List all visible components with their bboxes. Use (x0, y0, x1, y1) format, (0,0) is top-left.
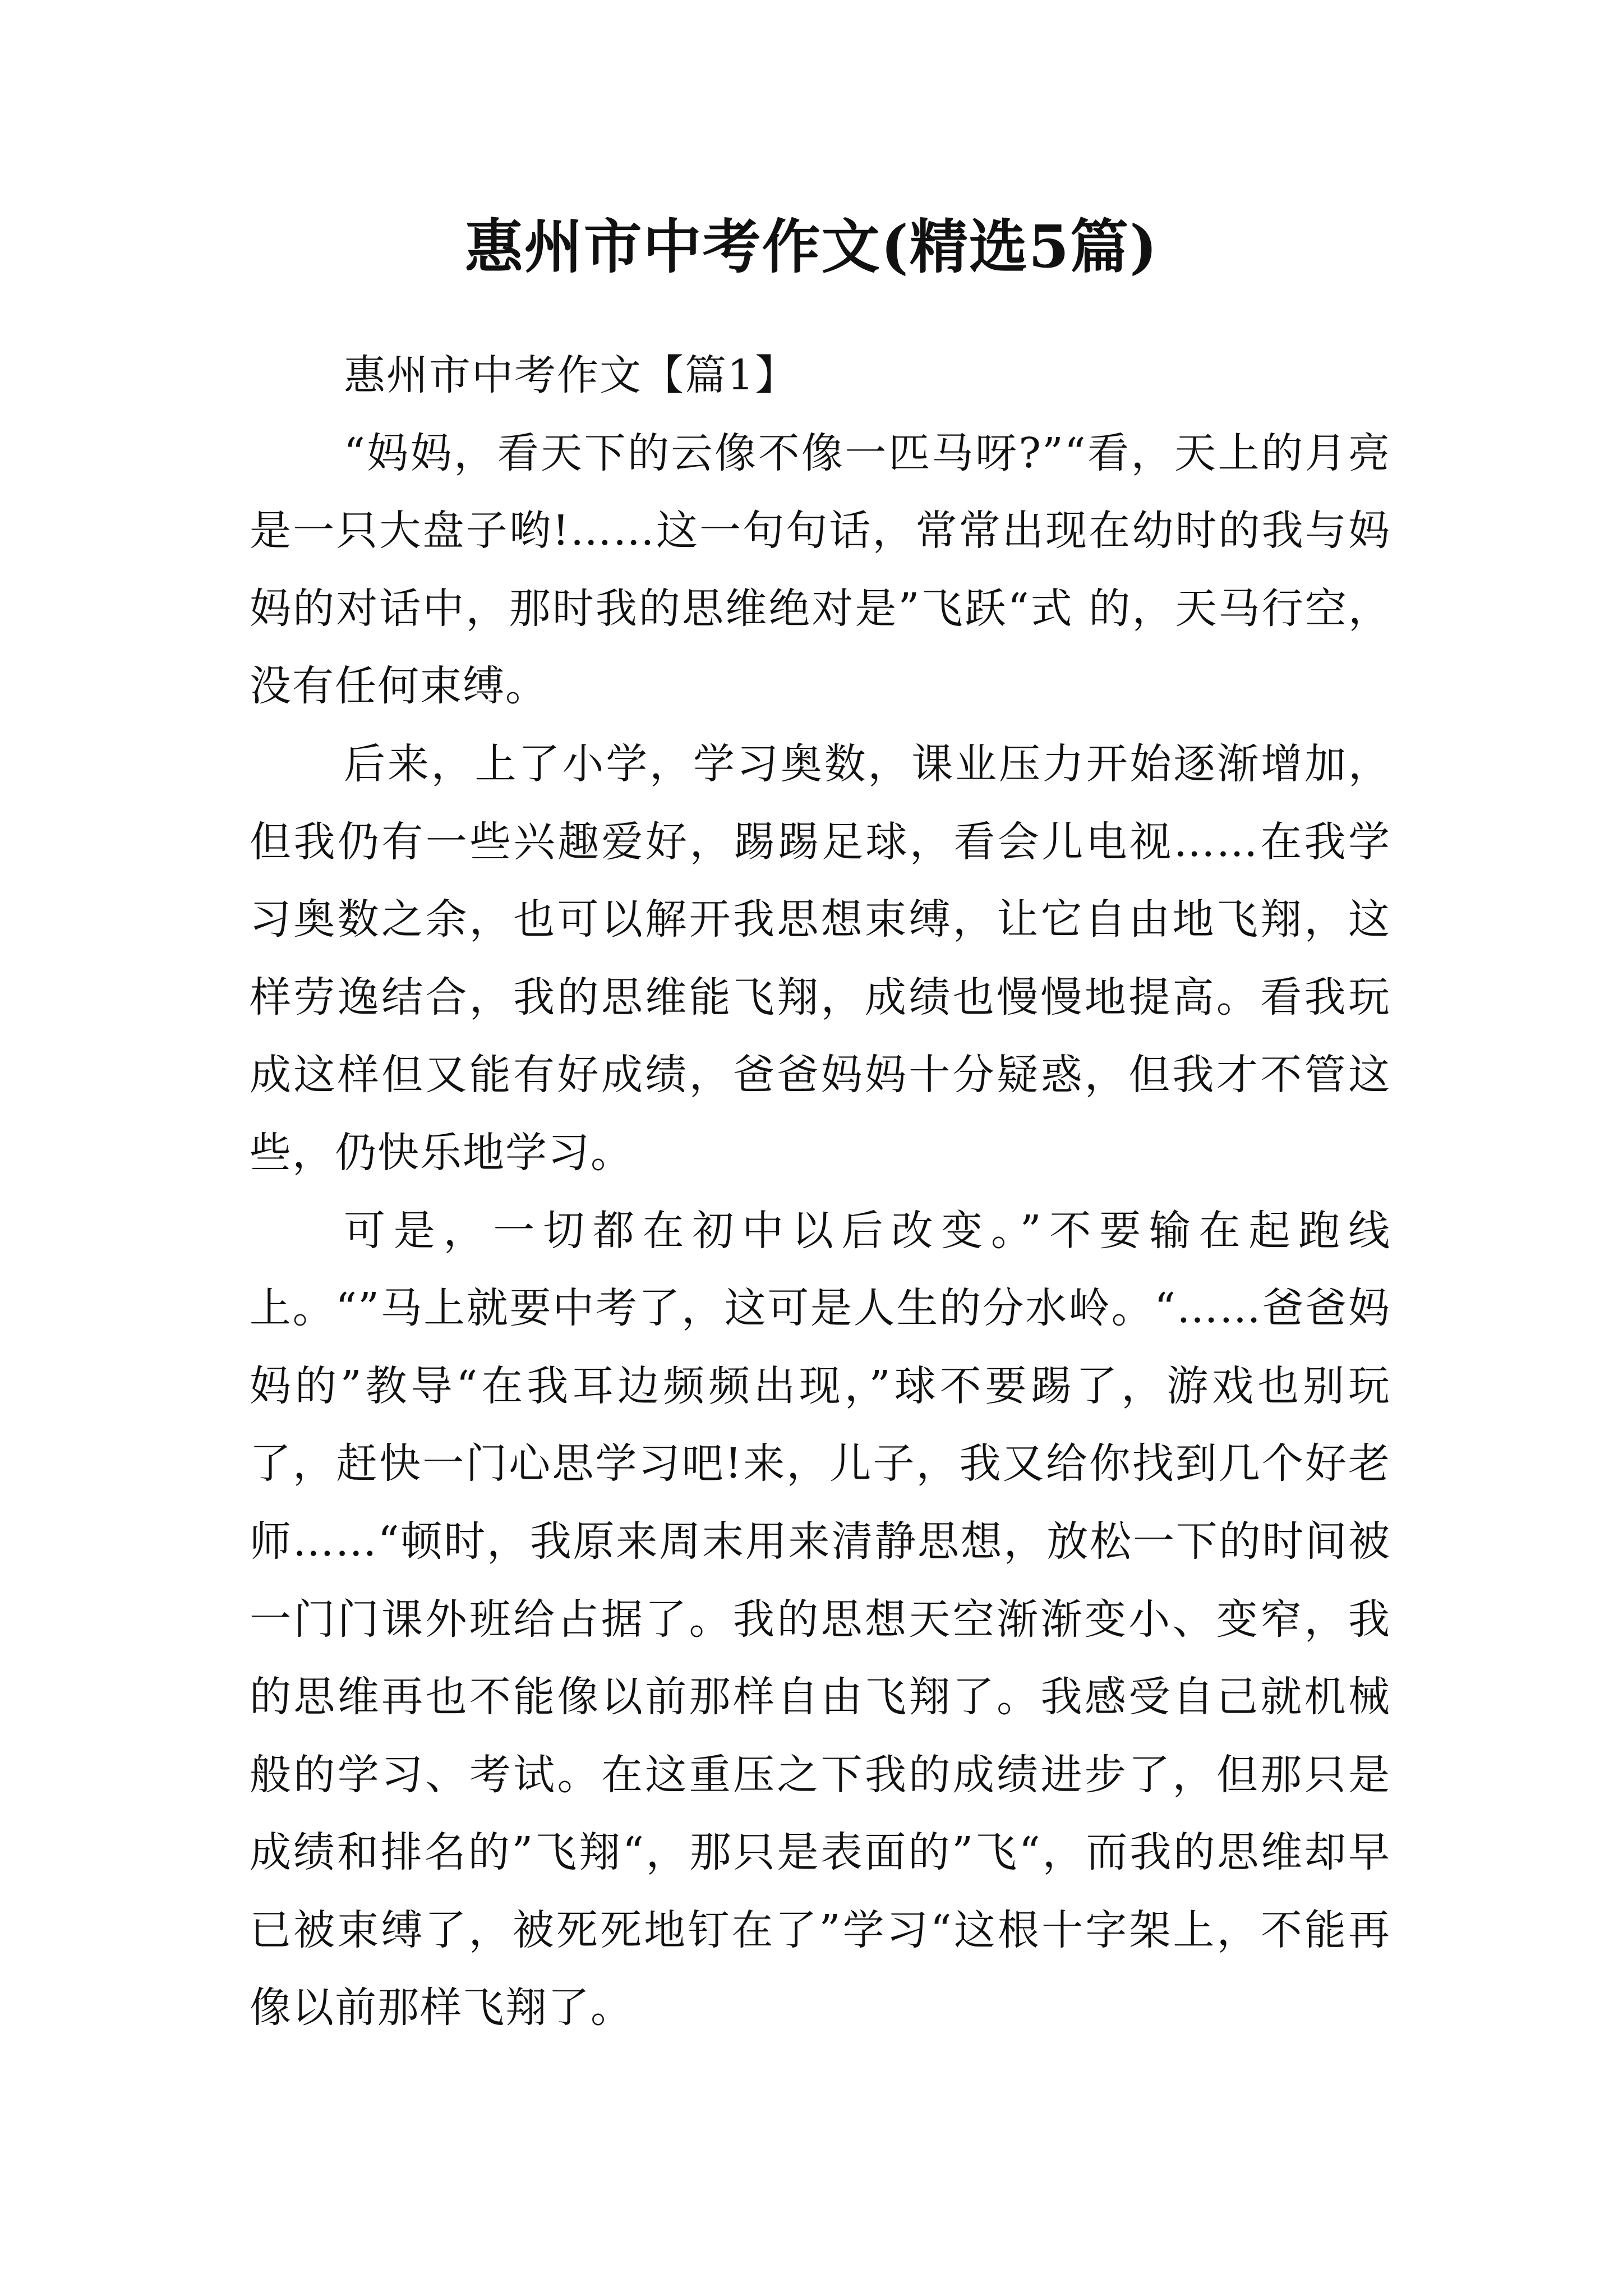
document-body (250, 337, 1391, 2047)
paragraph: 后来，上了小学，学习奥数，课业压力开始逐渐增加，但我仍有一些兴趣爱好，踢踢足球，看会儿电视……在我学习奥数之余，也可以解开我思想束缚，让它自由地飞翔，这样劳逸结合，我的思维能飞翔，成绩也慢慢地提高。看我玩成这样但又能有好成绩，爸爸妈妈十分疑惑，但我才不管这些，仍快乐地学习。 (250, 739, 1391, 1177)
paragraph: “妈妈，看天下的云像不像一匹马呀?”“看，天上的月亮是一只大盘子哟!……这一句句话，常常出现在幼时的我与妈妈的对话中，那时我的思维绝对是”飞跃“式 的，天马行空，没有任何束缚。 (250, 429, 1391, 711)
document-title: 惠州市中考作文(精选5篇) (464, 212, 1159, 281)
section-heading: 惠州市中考作文【篇1】 (344, 351, 798, 399)
paragraph: 可是，一切都在初中以后改变。”不要输在起跑线上。“”马上就要中考了，这可是人生的分水岭。“……爸爸妈妈的”教导“在我耳边频频出现，”球不要踢了，游戏也别玩了，赶快一门心思学习吧!来，儿子，我又给你找到几个好老师……“顿时，我原来周末用来清静思想，放松一下的时间被一门门课外班给占据了。我的思想天空渐渐变小、变窄，我的思维再也不能像以前那样自由飞翔了。我感受自己就机械般的学习、考试。在这重压之下我的成绩进步了，但那只是成绩和排名的”飞翔“，那只是表面的”飞“，而我的思维却早已被束缚了，被死死地钉在了”学习“这根十字架上，不能再像以前那样飞翔了。 (250, 1206, 1391, 2032)
